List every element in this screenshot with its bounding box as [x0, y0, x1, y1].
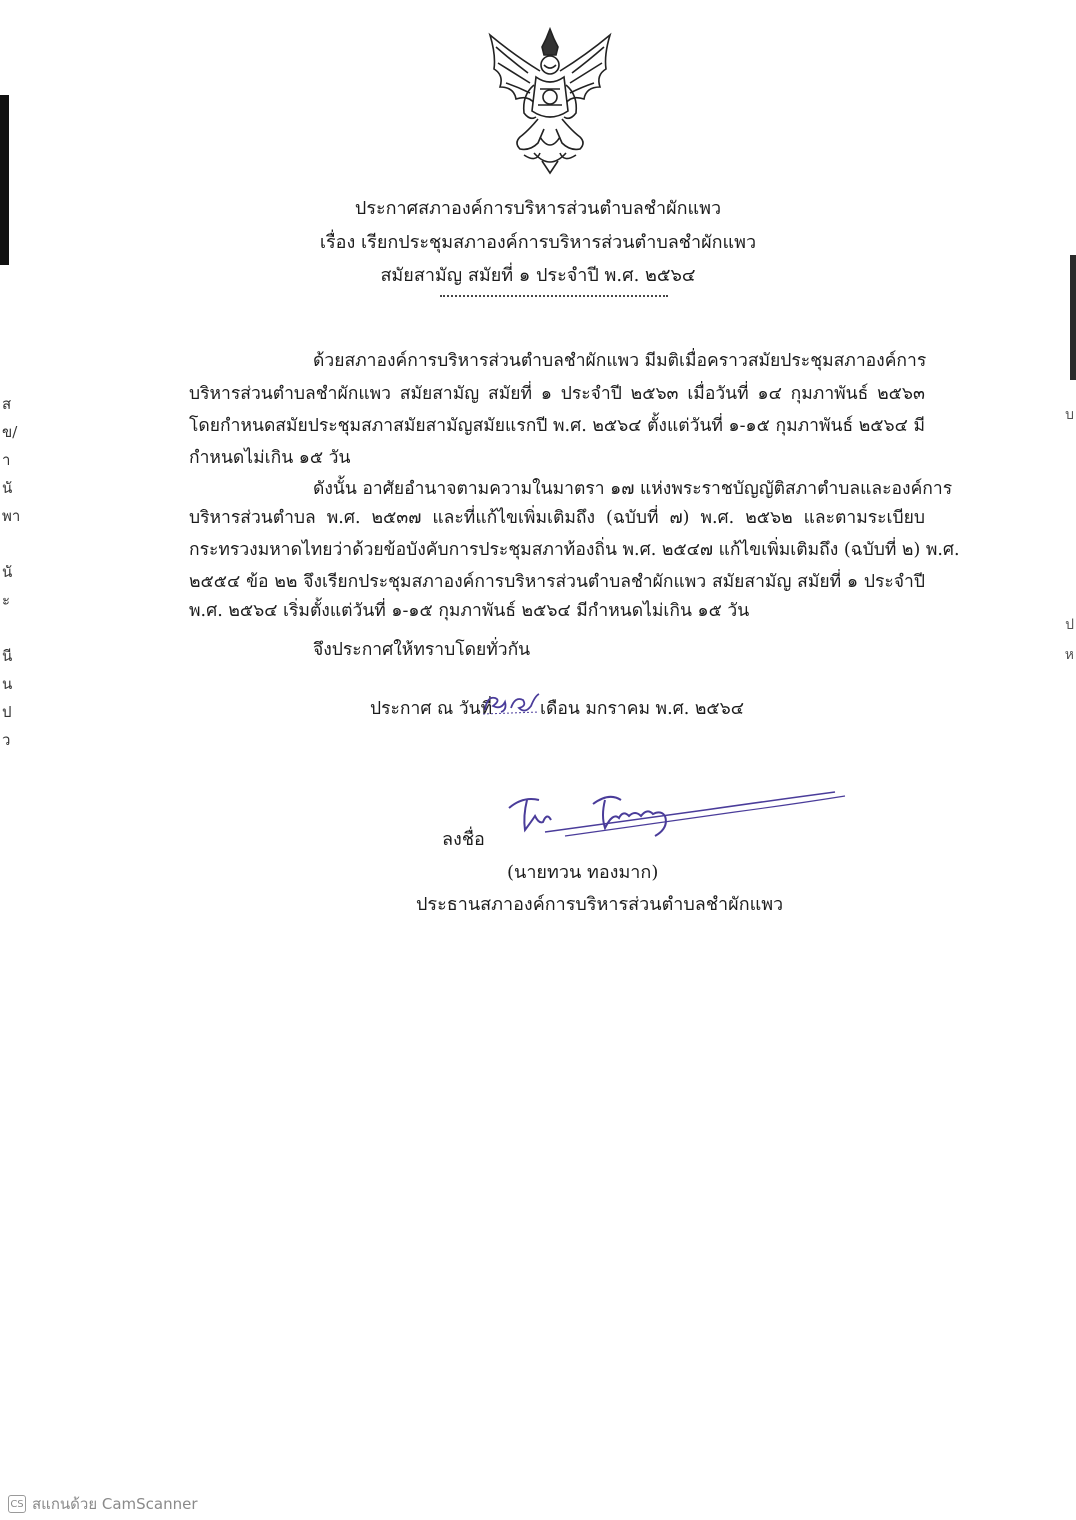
paragraph-2-line: พ.ศ. ๒๕๖๔ เริ่มตั้งแต่วันที่ ๑-๑๕ กุมภาพันธ์ ๒๕๖๔ มีกำหนดไม่เกิน ๑๕ วัน	[189, 601, 750, 621]
edge-mark: ว	[2, 731, 11, 749]
edge-mark: ะ	[2, 591, 11, 609]
paragraph-2-line: กระทรวงมหาดไทยว่าด้วยข้อบังคับการประชุมสภาท้องถิ่น พ.ศ. ๒๕๔๗ แก้ไขเพิ่มเติมถึง (ฉบับที่ ๒) พ.ศ.	[189, 540, 960, 560]
edge-mark: ข/	[2, 423, 18, 441]
date-suffix: เดือน มกราคม พ.ศ. ๒๕๖๔	[540, 699, 745, 719]
paragraph-2-line: ดังนั้น อาศัยอำนาจตามความในมาตรา ๑๗ แห่งพระราชบัญญัติสภาตำบลและองค์การ	[313, 479, 953, 499]
closing-statement: จึงประกาศให้ทราบโดยทั่วกัน	[313, 640, 531, 660]
signatory-title: ประธานสภาองค์การบริหารส่วนตำบลชำผักแพว	[416, 894, 784, 915]
edge-mark: า	[2, 451, 11, 469]
edge-mark	[2, 530, 16, 558]
scan-edge-text-right	[1064, 400, 1074, 670]
garuda-emblem	[484, 25, 616, 175]
edge-mark	[1064, 550, 1074, 580]
edge-mark: ห	[1064, 647, 1074, 663]
paragraph-1-line: บริหารส่วนตำบลชำผักแพว สมัยสามัญ สมัยที่ ๑ ประจำปี ๒๕๖๓ เมื่อวันที่ ๑๔ กุมภาพันธ์ ๒๕๖๓	[189, 384, 925, 404]
edge-mark: นั	[2, 479, 13, 497]
edge-mark: บ	[1065, 407, 1074, 423]
announcement-subject: เรื่อง เรียกประชุมสภาองค์การบริหารส่วนตำบลชำผักแพว	[319, 232, 757, 253]
edge-mark: ป	[1065, 617, 1074, 633]
edge-mark: พา	[2, 507, 21, 525]
edge-mark	[1064, 580, 1074, 610]
edge-mark	[1064, 460, 1074, 490]
camscanner-icon: CS	[8, 1495, 26, 1513]
edge-mark: นั	[2, 563, 13, 581]
handwritten-signature	[505, 782, 865, 862]
announcement-title: ประกาศสภาองค์การบริหารส่วนตำบลชำผักแพว	[354, 198, 722, 219]
header-dotted-rule	[440, 295, 668, 297]
edge-mark	[1064, 490, 1074, 520]
announcement-session: สมัยสามัญ สมัยที่ ๑ ประจำปี พ.ศ. ๒๕๖๔	[380, 265, 696, 286]
camscanner-text: สแกนด้วย CamScanner	[32, 1495, 198, 1513]
camscanner-watermark	[8, 1492, 198, 1516]
edge-mark	[1064, 520, 1074, 550]
scan-edge-text-left	[2, 390, 21, 754]
paragraph-1-line: ด้วยสภาองค์การบริหารส่วนตำบลชำผักแพว มีมติเมื่อคราวสมัยประชุมสภาองค์การ	[313, 351, 927, 371]
edge-mark: ป	[2, 703, 12, 721]
paragraph-2-line: ๒๕๕๔ ข้อ ๒๒ จึงเรียกประชุมสภาองค์การบริหารส่วนตำบลชำผักแพว สมัยสามัญ สมัยที่ ๑ ประจำปี	[189, 572, 925, 592]
paragraph-1-line: กำหนดไม่เกิน ๑๕ วัน	[189, 448, 351, 468]
date-prefix: ประกาศ ณ วันที่	[370, 699, 493, 719]
paragraph-2-line: บริหารส่วนตำบล พ.ศ. ๒๕๓๗ และที่แก้ไขเพิ่มเติมถึง (ฉบับที่ ๗) พ.ศ. ๒๕๖๒ และตามระเบียบ	[189, 508, 925, 528]
signature-label: ลงชื่อ	[442, 829, 485, 850]
edge-mark: นี	[2, 647, 13, 665]
edge-mark	[2, 614, 16, 642]
paragraph-1-line: โดยกำหนดสมัยประชุมสภาสมัยสามัญสมัยแรกปี พ.ศ. ๒๕๖๔ ตั้งแต่วันที่ ๑-๑๕ กุมภาพันธ์ ๒๕๖๔ มี	[189, 416, 925, 436]
edge-mark: ส	[2, 395, 12, 413]
edge-mark: น	[2, 675, 13, 693]
edge-mark	[1064, 430, 1074, 460]
handwritten-day	[481, 688, 541, 718]
signatory-name: (นายทวน ทองมาก)	[507, 862, 659, 883]
